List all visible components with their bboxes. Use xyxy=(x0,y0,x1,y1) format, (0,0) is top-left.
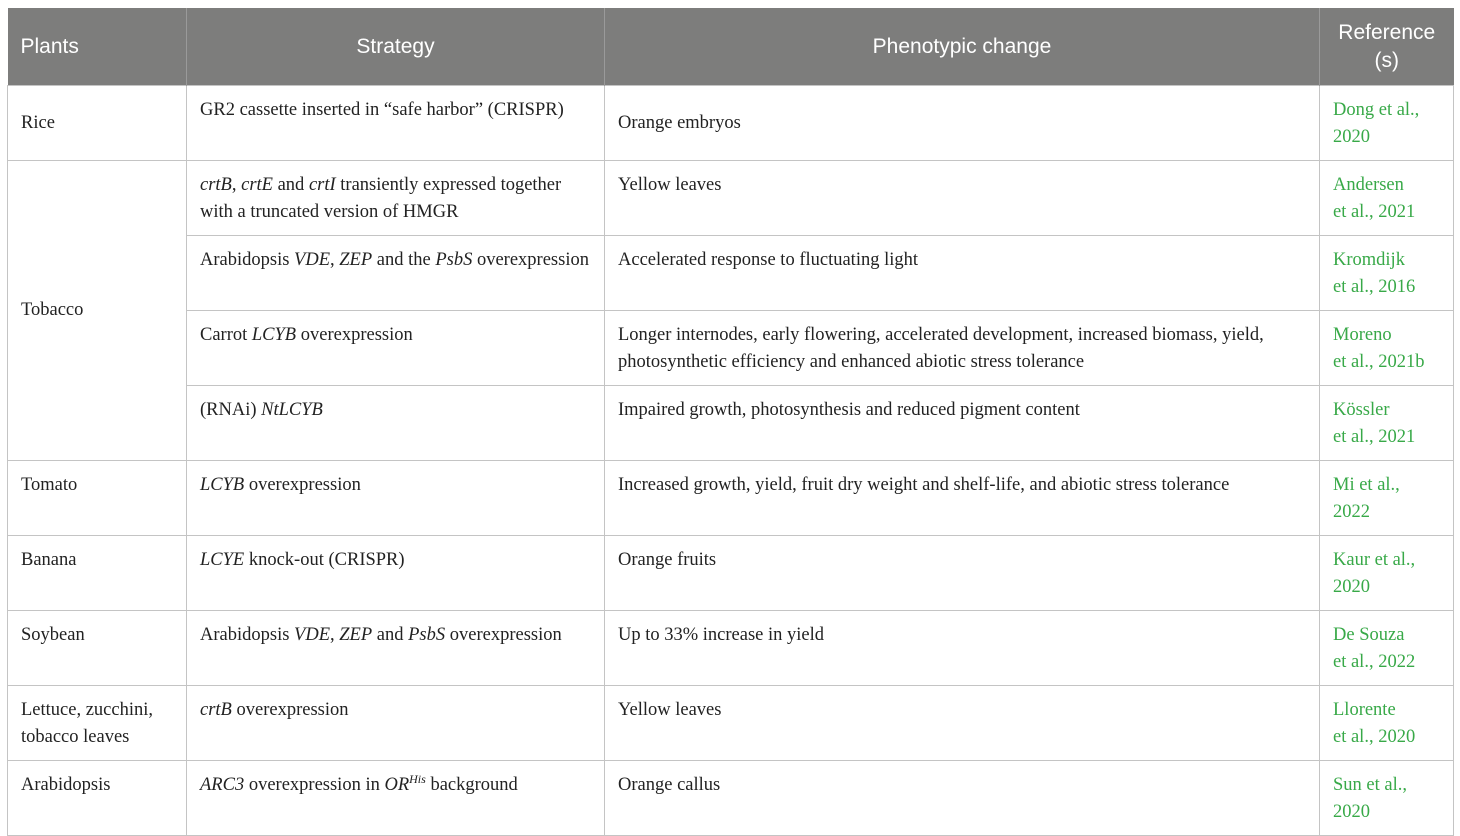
table-row xyxy=(8,611,1454,686)
reference-line2: et al., 2021 xyxy=(1333,202,1416,222)
strategy-cell xyxy=(187,536,605,611)
phenotype-cell: Yellow leaves xyxy=(605,686,1320,761)
text-fragment: overexpression xyxy=(244,475,361,495)
gene-name: crtE xyxy=(241,175,273,195)
table-row xyxy=(8,761,1454,836)
reference-line1: Kromdijk xyxy=(1333,250,1405,270)
gene-name: VDE xyxy=(294,250,331,270)
reference-line2: 2020 xyxy=(1333,802,1370,822)
reference-link[interactable] xyxy=(1320,611,1454,686)
reference-link[interactable] xyxy=(1320,761,1454,836)
reference-line1: Dong et al., xyxy=(1333,100,1420,120)
strategy-cell xyxy=(187,236,605,311)
text-fragment: (RNAi) xyxy=(200,400,262,420)
text-fragment: overexpression xyxy=(296,325,413,345)
phenotype-cell: Impaired growth, photosynthesis and reduced pigment content xyxy=(605,386,1320,461)
strategy-cell xyxy=(187,311,605,386)
text-fragment: and xyxy=(372,625,409,645)
reference-link[interactable] xyxy=(1320,536,1454,611)
reference-link[interactable] xyxy=(1320,86,1454,161)
phenotype-cell: Yellow leaves xyxy=(605,161,1320,236)
gene-name: ZEP xyxy=(339,250,373,270)
strategy-cell: GR2 cassette inserted in “safe harbor” (CRISPR) xyxy=(187,86,605,161)
table-row xyxy=(8,311,1454,386)
gene-name: NtLCYB xyxy=(261,400,323,420)
text-fragment: , xyxy=(330,625,340,645)
reference-line1: De Souza xyxy=(1333,625,1405,645)
phenotype-cell: Orange callus xyxy=(605,761,1320,836)
text-fragment: overexpression xyxy=(231,700,349,720)
reference-line2: 2022 xyxy=(1333,502,1370,522)
reference-line1: Moreno xyxy=(1333,325,1392,345)
reference-line2: et al., 2020 xyxy=(1333,727,1416,747)
strategy-cell xyxy=(187,761,605,836)
plant-cell: Rice xyxy=(8,86,187,161)
header-strategy: Strategy xyxy=(187,8,605,86)
reference-line1: Kaur et al., xyxy=(1333,550,1416,570)
plant-cell: Arabidopsis xyxy=(8,761,187,836)
reference-link[interactable] xyxy=(1320,686,1454,761)
gene-name: PsbS xyxy=(408,625,446,645)
plant-cell: Tobacco xyxy=(8,161,187,461)
table-row xyxy=(8,536,1454,611)
gene-name: PsbS xyxy=(435,250,473,270)
allele-superscript: His xyxy=(409,771,426,786)
reference-link[interactable] xyxy=(1320,236,1454,311)
reference-line1: Llorente xyxy=(1333,700,1396,720)
gene-name: crtI xyxy=(308,175,336,195)
gene-name: crtB xyxy=(200,700,232,720)
data-table xyxy=(7,8,1454,836)
text-fragment: transiently expressed together with a truncated version of HMGR xyxy=(200,175,562,222)
reference-line2: et al., 2021 xyxy=(1333,427,1416,447)
gene-name: LCYE xyxy=(200,550,245,570)
strategy-cell xyxy=(187,161,605,236)
reference-line1: Mi et al., xyxy=(1333,475,1400,495)
text-fragment: and xyxy=(272,175,309,195)
table-row xyxy=(8,161,1454,236)
strategy-cell xyxy=(187,461,605,536)
plant-cell: Soybean xyxy=(8,611,187,686)
text-fragment: overexpression xyxy=(445,625,562,645)
text-fragment: overexpression in xyxy=(244,775,385,795)
gene-name: VDE xyxy=(294,625,331,645)
table-row xyxy=(8,386,1454,461)
plant-cell: Lettuce, zucchini, tobacco leaves xyxy=(8,686,187,761)
gene-name: ARC3 xyxy=(200,775,245,795)
plant-cell: Banana xyxy=(8,536,187,611)
gene-name: OR xyxy=(384,775,410,795)
gene-name: ZEP xyxy=(339,625,373,645)
table-row xyxy=(8,461,1454,536)
strategy-cell xyxy=(187,611,605,686)
reference-line1: Sun et al., xyxy=(1333,775,1407,795)
reference-link[interactable] xyxy=(1320,386,1454,461)
phenotype-cell: Orange embryos xyxy=(605,86,1320,161)
reference-line2: et al., 2022 xyxy=(1333,652,1416,672)
header-plants: Plants xyxy=(8,8,187,86)
gene-name: crtB xyxy=(200,175,232,195)
reference-line2: et al., 2016 xyxy=(1333,277,1416,297)
text-fragment: , xyxy=(231,175,242,195)
phenotype-cell: Orange fruits xyxy=(605,536,1320,611)
table-row xyxy=(8,86,1454,161)
reference-link[interactable] xyxy=(1320,461,1454,536)
phenotype-cell: Accelerated response to fluctuating light xyxy=(605,236,1320,311)
header-reference xyxy=(1320,8,1454,86)
phenotype-cell: Up to 33% increase in yield xyxy=(605,611,1320,686)
strategy-cell xyxy=(187,686,605,761)
table-row xyxy=(8,686,1454,761)
text-fragment: Carrot xyxy=(200,325,252,345)
text-fragment: Arabidopsis xyxy=(200,625,295,645)
text-fragment: Arabidopsis xyxy=(200,250,295,270)
reference-line2: 2020 xyxy=(1333,577,1370,597)
table-body xyxy=(8,86,1454,836)
header-reference-line2: (s) xyxy=(1374,48,1399,72)
text-fragment: knock-out (CRISPR) xyxy=(244,550,405,570)
reference-link[interactable] xyxy=(1320,161,1454,236)
table-row xyxy=(8,236,1454,311)
reference-line2: et al., 2021b xyxy=(1333,352,1425,372)
text-fragment: and the xyxy=(372,250,436,270)
text-fragment: , xyxy=(330,250,340,270)
reference-line2: 2020 xyxy=(1333,127,1370,147)
phenotype-cell: Longer internodes, early flowering, accelerated development, increased biomass, yield, photosynthetic efficiency and enhanced abiotic stress tolerance xyxy=(605,311,1320,386)
text-fragment: overexpression xyxy=(472,250,589,270)
header-phenotypic-change: Phenotypic change xyxy=(605,8,1320,86)
reference-line1: Andersen xyxy=(1333,175,1404,195)
gene-name: LCYB xyxy=(200,475,245,495)
header-reference-line1: Reference xyxy=(1338,20,1436,44)
reference-link[interactable] xyxy=(1320,311,1454,386)
text-fragment: background xyxy=(425,775,518,795)
table-header xyxy=(8,8,1454,86)
reference-line1: Kössler xyxy=(1333,400,1390,420)
gene-name: LCYB xyxy=(251,325,297,345)
plant-cell: Tomato xyxy=(8,461,187,536)
strategy-cell xyxy=(187,386,605,461)
phenotype-cell: Increased growth, yield, fruit dry weight and shelf-life, and abiotic stress tolerance xyxy=(605,461,1320,536)
